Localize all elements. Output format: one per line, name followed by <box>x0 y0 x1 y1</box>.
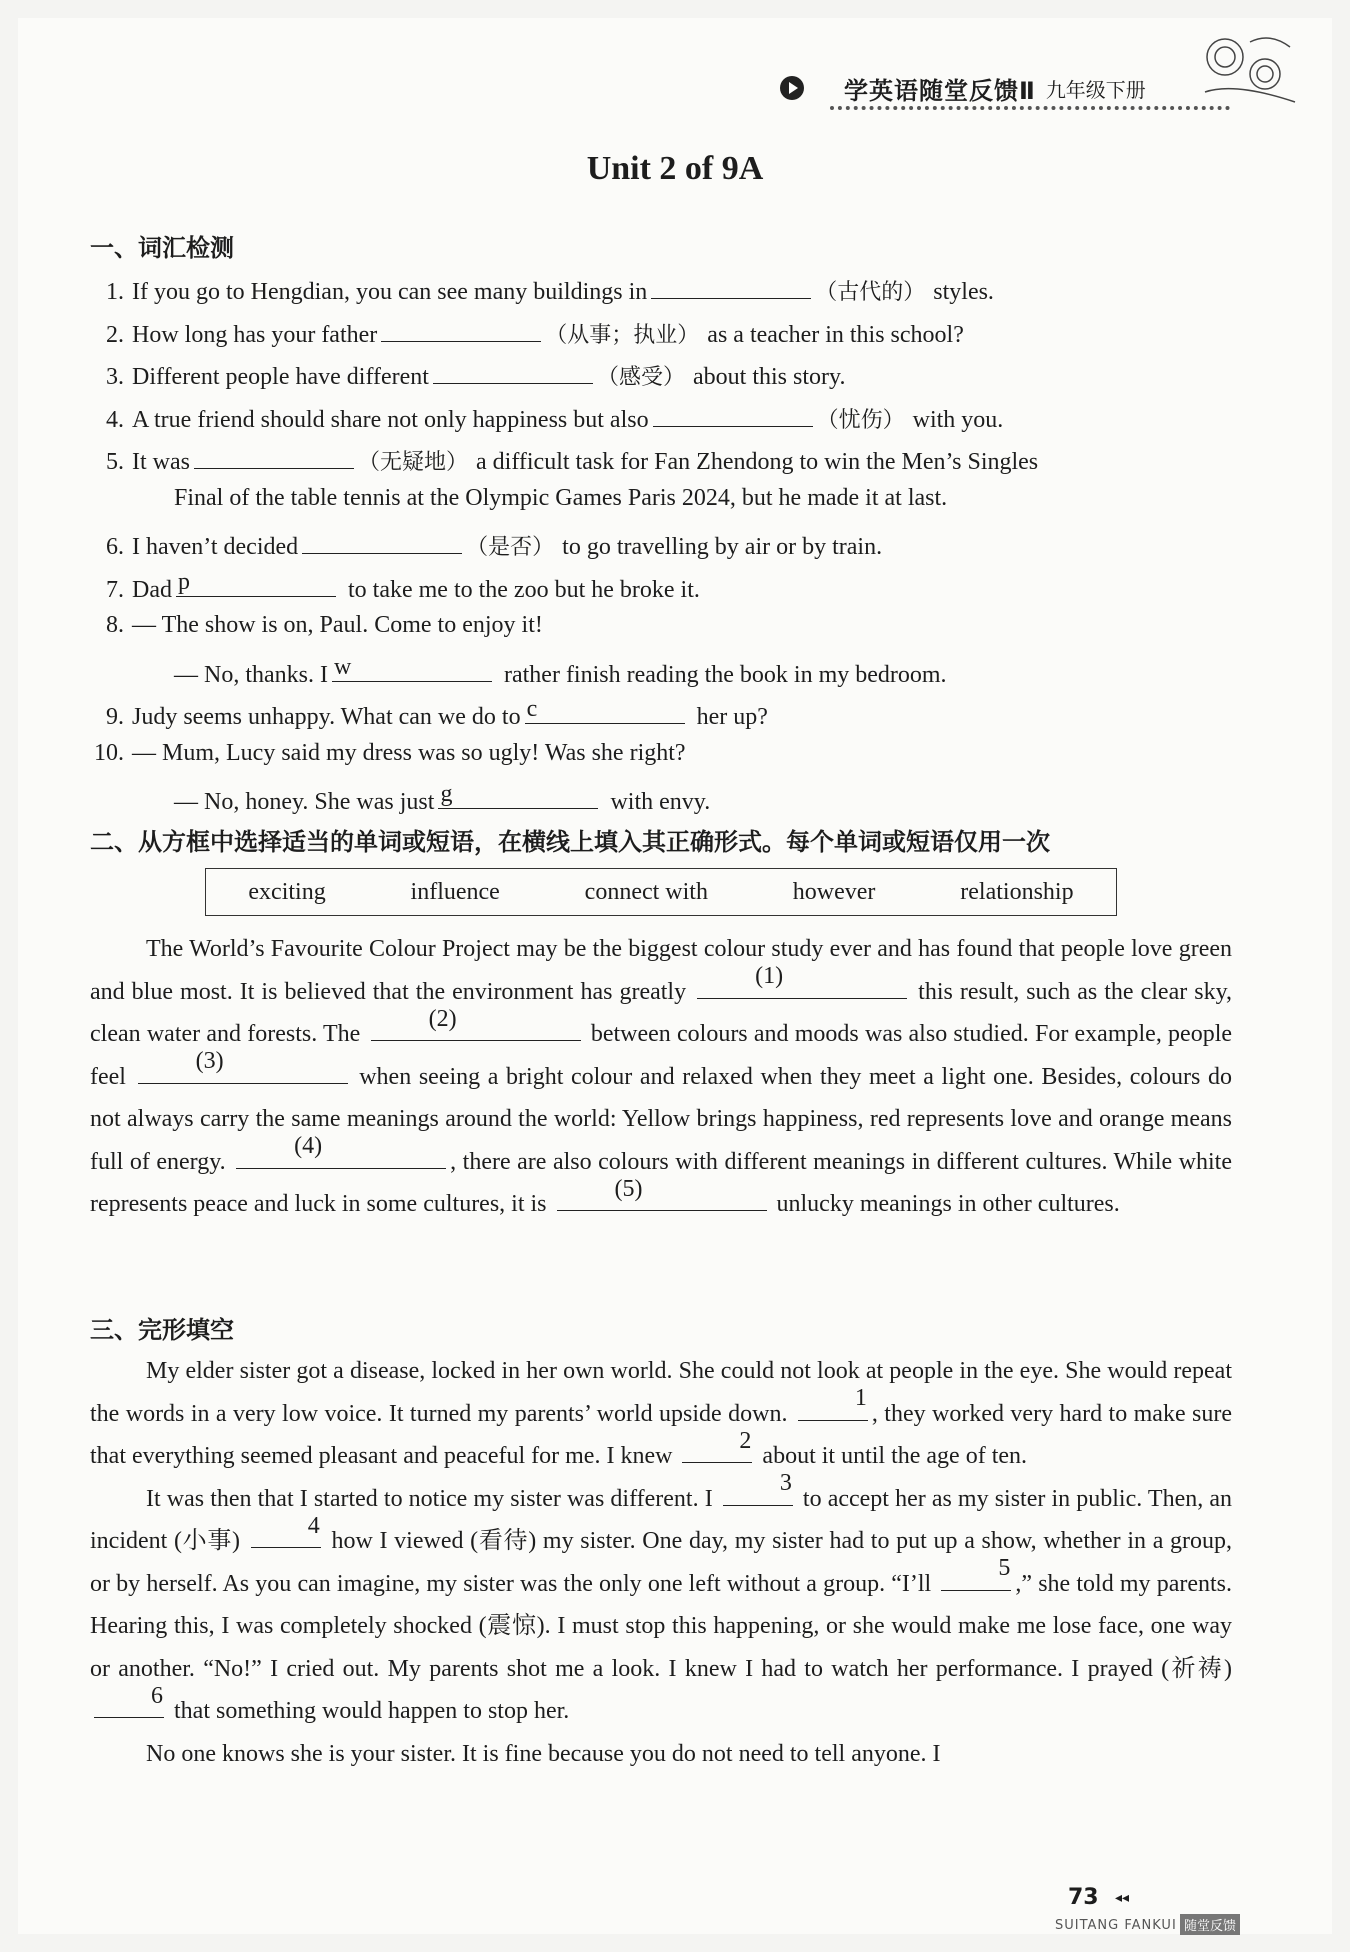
first-letter-hint: c <box>526 696 538 722</box>
answer-blank[interactable] <box>332 655 492 682</box>
item-number: 9. <box>106 704 124 730</box>
vocab-item <box>132 782 710 816</box>
item-number: 8. <box>106 612 124 638</box>
answer-blank-3[interactable]: (3) <box>138 1057 348 1084</box>
item-text: A true friend should share not only happiness but also <box>132 406 649 433</box>
page-header <box>780 68 1146 108</box>
cloze-passage: My elder sister got a disease, locked in her own world. She could not look at people in the eye. She would repeat the words in a very low voice. It turned my parents’ world upside down. 1 , they worked very hard to make sure that everything seemed pleasant and peaceful for me. I knew 2 about it until the age of ten. It was then that I started to notice my sister was different. I 3 to accept her as my sister in public. Then, an incident (小事) 4 how I viewed (看待) my sister. One day, my sister had to put up a show, whether in a group, or by herself. As you can imagine, my sister was the only one left without a group. “I’ll 5 ,” she told my parents. Hearing this, I was completely shocked (震惊). I must stop this happening, or she would make me lose face, one way or another. “No!” I cried out. My parents shot me a look. I knew I had to watch her performance. I prayed (祈祷) 6 that something would happen to stop her. No one knows she is your sister. It is fine because you do not need to tell anyone. I <box>90 1358 1233 1767</box>
vocab-item <box>90 527 882 561</box>
item-text: How long has your father <box>132 321 378 348</box>
sunflower-decoration-icon <box>1195 22 1305 112</box>
word-option: however <box>792 878 876 905</box>
word-option: connect with <box>584 878 708 905</box>
chinese-hint: （忧伤） <box>816 407 905 433</box>
cloze-blank-4[interactable]: 4 <box>251 1521 321 1548</box>
item-text: — Mum, Lucy said my dress was so ugly! Was she right? <box>132 739 686 766</box>
first-letter-hint: w <box>333 653 352 680</box>
answer-blank[interactable] <box>381 315 541 342</box>
word-box <box>205 868 1117 916</box>
item-text: If you go to Hengdian, you can see many buildings in <box>132 279 648 305</box>
cloze-blank-2[interactable]: 2 <box>682 1436 752 1463</box>
item-number: 5. <box>106 449 124 475</box>
vocab-item <box>132 485 947 512</box>
section-fill-heading: 二、从方框中选择适当的单词或短语，在横线上填入其正确形式。每个单词或短语仅用一次 <box>90 828 1050 856</box>
vocab-item <box>90 740 686 767</box>
answer-blank[interactable] <box>194 442 354 469</box>
vocab-item <box>90 315 964 349</box>
word-option: exciting <box>248 878 326 905</box>
answer-blank-5[interactable]: (5) <box>557 1184 767 1211</box>
answer-blank-2[interactable]: (2) <box>371 1014 581 1041</box>
first-letter-hint: g <box>440 781 453 807</box>
cloze-blank-1[interactable]: 1 <box>798 1394 868 1421</box>
item-text-tail: with you. <box>912 406 1004 433</box>
cloze-blank-6[interactable]: 6 <box>94 1691 164 1718</box>
first-letter-hint: p <box>177 568 190 595</box>
chinese-hint: （无疑地） <box>357 450 468 475</box>
page-number: 73 <box>1068 1885 1099 1910</box>
answer-blank-4[interactable]: (4) <box>236 1142 446 1169</box>
book-title: 学英语随堂反馈Ⅱ <box>844 76 1036 105</box>
item-text: Final of the table tennis at the Olympic Games Paris 2024, but he made it at last. <box>174 484 948 511</box>
vocab-item <box>132 655 947 689</box>
header-dotted-divider <box>830 106 1230 110</box>
vocab-item <box>90 570 700 604</box>
unit-title: Unit 2 of 9A <box>586 150 764 187</box>
answer-blank[interactable] <box>653 400 813 427</box>
item-text: Different people have different <box>132 364 429 390</box>
chinese-hint: （从事；执业） <box>545 322 700 348</box>
vocab-item <box>90 357 845 391</box>
item-text-tail: her up? <box>696 704 768 730</box>
word-option: relationship <box>960 878 1074 905</box>
item-text-tail: to go travelling by air or by train. <box>562 534 883 560</box>
item-number: 10. <box>94 739 124 766</box>
answer-blank[interactable] <box>176 570 336 597</box>
answer-blank-1[interactable]: (1) <box>697 972 907 999</box>
vocab-item <box>90 442 1038 476</box>
vocab-item <box>90 400 1003 434</box>
section-vocabulary-heading: 一、词汇检测 <box>90 234 234 262</box>
chinese-hint: （古代的） <box>815 280 926 305</box>
item-number: 2. <box>106 321 124 348</box>
chinese-hint: （是否） <box>466 535 555 560</box>
item-text: — No, thanks. I <box>174 661 328 688</box>
cloze-blank-5[interactable]: 5 <box>941 1564 1011 1591</box>
footer-badge: 随堂反馈 <box>1180 1914 1240 1935</box>
vocab-item <box>90 612 543 639</box>
item-text: Judy seems unhappy. What can we do to <box>132 704 521 730</box>
vocab-item <box>90 272 994 306</box>
item-text: Dad <box>132 576 172 603</box>
item-number: 7. <box>106 576 124 603</box>
item-number: 1. <box>106 279 124 305</box>
item-text: — The show is on, Paul. Come to enjoy it! <box>132 612 543 638</box>
item-text-tail: with envy. <box>610 789 711 815</box>
item-number: 4. <box>106 406 124 433</box>
item-text-tail: a difficult task for Fan Zhendong to win the Men’s Singles <box>476 449 1039 475</box>
item-text-tail: styles. <box>933 279 994 305</box>
item-text: — No, honey. She was just <box>174 789 435 815</box>
item-text-tail: to take me to the zoo but he broke it. <box>347 576 700 603</box>
item-number: 6. <box>106 534 124 560</box>
answer-blank[interactable] <box>525 697 685 724</box>
play-circle-icon <box>780 76 804 100</box>
answer-blank[interactable] <box>433 357 593 384</box>
item-text: It was <box>132 449 190 475</box>
book-subtitle: 九年级下册 <box>1045 77 1146 102</box>
vocab-item <box>90 697 768 731</box>
item-text-tail: about this story. <box>693 364 846 390</box>
answer-blank[interactable] <box>651 272 811 299</box>
double-arrow-left-icon: ◂◂ <box>1115 1891 1130 1906</box>
item-text-tail: rather finish reading the book in my bedroom. <box>503 661 947 688</box>
item-number: 3. <box>106 364 124 390</box>
chinese-hint: （感受） <box>596 365 685 390</box>
cloze-blank-3[interactable]: 3 <box>723 1479 793 1506</box>
footer-brand: SUITANG FANKUI <box>1055 1918 1177 1933</box>
item-text: I haven’t decided <box>132 534 299 560</box>
colour-passage: The World’s Favourite Colour Project may be the biggest colour study ever and has found that people love green and blue most. It is believed that the environment has greatly (1) this result, such as the clear sky, clean water and forests. The (2) between colours and moods was also studied. For example, people feel (3) when seeing a bright colour and relaxed when they meet a light one. Besides, colours do not always carry the same meanings around the world: Yellow brings happiness, red represents love and orange means full of energy. (4) , there are also colours with different meanings in different cultures. While white represents peace and luck in some cultures, it is (5) unlucky meanings in other cultures. <box>90 936 1233 1217</box>
item-text-tail: as a teacher in this school? <box>707 321 964 348</box>
word-option: influence <box>410 878 500 905</box>
answer-blank[interactable] <box>438 782 598 809</box>
answer-blank[interactable] <box>302 527 462 554</box>
section-cloze-heading: 三、完形填空 <box>90 1316 234 1344</box>
